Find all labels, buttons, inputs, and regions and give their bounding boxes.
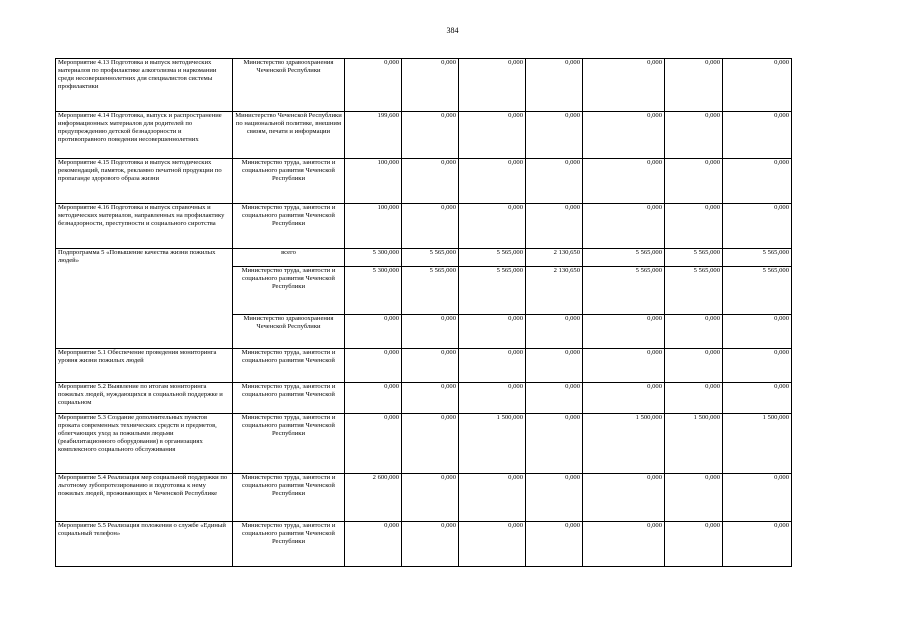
value-cell-text: 0,000 bbox=[774, 522, 789, 529]
value-cell-text: 0,000 bbox=[647, 59, 662, 66]
value-cell-text: 0,000 bbox=[774, 159, 789, 166]
value-cell bbox=[526, 383, 583, 414]
executor-cell-text: Министерство труда, занятости и социального развития Чеченской Республики bbox=[241, 474, 336, 497]
value-cell bbox=[665, 204, 723, 249]
table-row bbox=[56, 59, 792, 112]
value-cell bbox=[459, 414, 526, 474]
value-cell bbox=[723, 414, 792, 474]
value-cell-text: 0,000 bbox=[441, 59, 456, 66]
value-cell-text: 0,000 bbox=[508, 383, 523, 390]
value-cell bbox=[402, 349, 459, 383]
value-cell bbox=[345, 349, 402, 383]
value-cell bbox=[665, 315, 723, 349]
value-cell bbox=[583, 522, 665, 567]
value-cell bbox=[723, 249, 792, 267]
value-cell bbox=[583, 267, 665, 315]
value-cell bbox=[345, 112, 402, 159]
value-cell-text: 0,000 bbox=[705, 59, 720, 66]
value-cell bbox=[583, 204, 665, 249]
value-cell bbox=[459, 204, 526, 249]
value-cell-text: 199,600 bbox=[377, 112, 399, 119]
value-cell bbox=[459, 159, 526, 204]
value-cell bbox=[723, 349, 792, 383]
value-cell-text: 0,000 bbox=[384, 315, 399, 322]
value-cell-text: 0,000 bbox=[705, 522, 720, 529]
executor-cell bbox=[233, 315, 345, 349]
executor-cell-text: Министерство труда, занятости и социального развития Чеченской Республики bbox=[241, 267, 336, 290]
value-cell-text: 0,000 bbox=[441, 522, 456, 529]
executor-cell-text: Министерство труда, занятости и социального развития Чеченской Республики bbox=[241, 414, 336, 437]
value-cell-text: 0,000 bbox=[565, 474, 580, 481]
value-cell bbox=[526, 59, 583, 112]
value-cell-text: 0,000 bbox=[774, 112, 789, 119]
value-cell bbox=[345, 474, 402, 522]
value-cell-text: 1 500,000 bbox=[496, 414, 523, 421]
executor-cell bbox=[233, 349, 345, 383]
value-cell-text: 5 565,000 bbox=[496, 267, 523, 274]
value-cell bbox=[665, 474, 723, 522]
value-cell-text: 0,000 bbox=[565, 112, 580, 119]
value-cell-text: 0,000 bbox=[441, 474, 456, 481]
value-cell-text: 0,000 bbox=[508, 474, 523, 481]
value-cell bbox=[583, 159, 665, 204]
value-cell bbox=[583, 474, 665, 522]
value-cell-text: 1 500,000 bbox=[693, 414, 720, 421]
value-cell bbox=[345, 522, 402, 567]
value-cell-text: 0,000 bbox=[565, 522, 580, 529]
value-cell bbox=[345, 204, 402, 249]
value-cell-text: 100,000 bbox=[377, 204, 399, 211]
table-row bbox=[56, 249, 792, 267]
executor-cell bbox=[233, 112, 345, 159]
activity-cell-text: Мероприятие 4.15 Подготовка и выпуск методических рекомендаций, памяток, рекламно печатной продукции по пропаганде здорового образа жизни bbox=[58, 159, 222, 182]
value-cell-text: 5 565,000 bbox=[762, 267, 789, 274]
value-cell bbox=[723, 522, 792, 567]
value-cell-text: 0,000 bbox=[774, 315, 789, 322]
value-cell bbox=[665, 349, 723, 383]
value-cell-text: 0,000 bbox=[441, 204, 456, 211]
table-row bbox=[56, 414, 792, 474]
activity-cell bbox=[56, 522, 233, 567]
activity-cell bbox=[56, 249, 233, 349]
executor-cell bbox=[233, 522, 345, 567]
value-cell bbox=[583, 249, 665, 267]
activity-cell bbox=[56, 112, 233, 159]
executor-cell-text: Министерство труда, занятости и социального развития Чеченской Республики bbox=[241, 522, 336, 545]
value-cell bbox=[526, 204, 583, 249]
value-cell bbox=[526, 112, 583, 159]
value-cell bbox=[526, 159, 583, 204]
value-cell bbox=[402, 315, 459, 349]
activity-cell-text: Мероприятие 5.5 Реализация положения о службе «Единый социальный телефон» bbox=[58, 522, 226, 537]
value-cell bbox=[665, 522, 723, 567]
value-cell bbox=[723, 159, 792, 204]
value-cell-text: 0,000 bbox=[774, 59, 789, 66]
value-cell-text: 0,000 bbox=[441, 112, 456, 119]
value-cell bbox=[723, 383, 792, 414]
value-cell-text: 5 565,000 bbox=[429, 267, 456, 274]
value-cell bbox=[402, 59, 459, 112]
value-cell bbox=[345, 315, 402, 349]
value-cell bbox=[526, 474, 583, 522]
table-row bbox=[56, 204, 792, 249]
value-cell-text: 0,000 bbox=[705, 204, 720, 211]
activity-cell bbox=[56, 349, 233, 383]
value-cell bbox=[723, 474, 792, 522]
value-cell-text: 0,000 bbox=[705, 383, 720, 390]
value-cell bbox=[402, 159, 459, 204]
value-cell bbox=[723, 315, 792, 349]
value-cell-text: 5 565,000 bbox=[496, 249, 523, 256]
activity-cell-text: Мероприятие 5.4 Реализация мер социальной поддержки по льготному зубопротезированию и подготовка к нему пожилых людей, проживающих в Чеченской Республике bbox=[58, 474, 228, 497]
value-cell bbox=[459, 267, 526, 315]
value-cell-text: 5 565,000 bbox=[693, 249, 720, 256]
value-cell-text: 0,000 bbox=[774, 474, 789, 481]
table-row bbox=[56, 159, 792, 204]
value-cell bbox=[526, 315, 583, 349]
value-cell-text: 0,000 bbox=[441, 315, 456, 322]
value-cell-text: 5 300,000 bbox=[372, 267, 399, 274]
value-cell-text: 0,000 bbox=[705, 159, 720, 166]
executor-cell-text: всего bbox=[281, 249, 296, 256]
value-cell bbox=[402, 249, 459, 267]
value-cell-text: 5 565,000 bbox=[429, 249, 456, 256]
value-cell bbox=[402, 383, 459, 414]
table-row bbox=[56, 383, 792, 414]
table-body bbox=[56, 59, 792, 567]
value-cell-text: 2 130,650 bbox=[553, 267, 580, 274]
value-cell bbox=[583, 383, 665, 414]
value-cell bbox=[345, 249, 402, 267]
value-cell bbox=[526, 249, 583, 267]
value-cell bbox=[665, 59, 723, 112]
value-cell bbox=[583, 349, 665, 383]
activity-cell bbox=[56, 59, 233, 112]
value-cell-text: 1 500,000 bbox=[635, 414, 662, 421]
value-cell-text: 0,000 bbox=[508, 112, 523, 119]
value-cell-text: 0,000 bbox=[565, 204, 580, 211]
value-cell bbox=[345, 59, 402, 112]
value-cell bbox=[345, 414, 402, 474]
value-cell bbox=[526, 267, 583, 315]
executor-cell-text: Министерство здравоохранения Чеченской Республики bbox=[243, 315, 334, 330]
activity-cell bbox=[56, 383, 233, 414]
budget-table bbox=[55, 58, 792, 567]
value-cell-text: 0,000 bbox=[384, 59, 399, 66]
executor-cell bbox=[233, 249, 345, 267]
executor-cell bbox=[233, 474, 345, 522]
executor-cell bbox=[233, 59, 345, 112]
activity-cell bbox=[56, 159, 233, 204]
value-cell bbox=[723, 267, 792, 315]
value-cell bbox=[459, 522, 526, 567]
value-cell bbox=[723, 204, 792, 249]
value-cell-text: 0,000 bbox=[565, 414, 580, 421]
value-cell-text: 0,000 bbox=[508, 315, 523, 322]
value-cell-text: 0,000 bbox=[384, 522, 399, 529]
value-cell-text: 0,000 bbox=[705, 112, 720, 119]
value-cell-text: 0,000 bbox=[441, 349, 456, 356]
value-cell bbox=[723, 112, 792, 159]
value-cell-text: 0,000 bbox=[565, 59, 580, 66]
value-cell bbox=[583, 112, 665, 159]
activity-cell bbox=[56, 204, 233, 249]
value-cell-text: 2 130,650 bbox=[553, 249, 580, 256]
value-cell-text: 0,000 bbox=[647, 522, 662, 529]
value-cell-text: 0,000 bbox=[565, 383, 580, 390]
activity-cell bbox=[56, 474, 233, 522]
value-cell bbox=[583, 414, 665, 474]
value-cell-text: 0,000 bbox=[508, 204, 523, 211]
value-cell bbox=[459, 383, 526, 414]
value-cell bbox=[402, 112, 459, 159]
value-cell bbox=[665, 267, 723, 315]
value-cell-text: 0,000 bbox=[508, 522, 523, 529]
value-cell bbox=[665, 112, 723, 159]
activity-cell bbox=[56, 414, 233, 474]
executor-cell bbox=[233, 267, 345, 315]
table-row bbox=[56, 349, 792, 383]
value-cell bbox=[459, 112, 526, 159]
executor-cell-text: Министерство труда, занятости и социального развития Чеченской Республики bbox=[241, 159, 336, 182]
value-cell-text: 100,000 bbox=[377, 159, 399, 166]
activity-cell-text: Мероприятие 5.3 Создание дополнительных пунктов проката современных технических средств и предметов, облегчающих уход за пожилыми людьми (реабилитационного оборудования) в организациях комплексного социального обслуживания bbox=[58, 414, 217, 453]
value-cell bbox=[665, 414, 723, 474]
value-cell bbox=[723, 59, 792, 112]
table-row bbox=[56, 522, 792, 567]
value-cell bbox=[665, 383, 723, 414]
value-cell bbox=[402, 267, 459, 315]
page-number: 384 bbox=[446, 26, 459, 35]
value-cell-text: 0,000 bbox=[441, 414, 456, 421]
value-cell-text: 0,000 bbox=[565, 315, 580, 322]
value-cell-text: 0,000 bbox=[384, 414, 399, 421]
value-cell-text: 1 500,000 bbox=[762, 414, 789, 421]
value-cell-text: 0,000 bbox=[384, 349, 399, 356]
table-row bbox=[56, 474, 792, 522]
value-cell-text: 0,000 bbox=[705, 349, 720, 356]
executor-cell-text: Министерство труда, занятости и социального развития Чеченской bbox=[241, 383, 336, 398]
value-cell-text: 2 600,000 bbox=[372, 474, 399, 481]
value-cell bbox=[459, 474, 526, 522]
value-cell-text: 5 300,000 bbox=[372, 249, 399, 256]
value-cell-text: 5 565,000 bbox=[635, 249, 662, 256]
value-cell-text: 0,000 bbox=[647, 383, 662, 390]
value-cell bbox=[345, 267, 402, 315]
value-cell-text: 0,000 bbox=[384, 383, 399, 390]
value-cell bbox=[526, 522, 583, 567]
activity-cell-text: Мероприятие 4.14 Подготовка, выпуск и распространение информационных материалов для родителей по предупреждению детской безнадзорности и противоправного поведения несовершеннолетних bbox=[58, 112, 222, 143]
activity-cell-text: Мероприятие 5.1 Обеспечение проведения мониторинга уровня жизни пожилых людей bbox=[58, 349, 217, 364]
executor-cell-text: Министерство здравоохранения Чеченской Республики bbox=[243, 59, 334, 74]
value-cell bbox=[665, 249, 723, 267]
value-cell-text: 0,000 bbox=[705, 315, 720, 322]
activity-cell-text: Мероприятие 4.13 Подготовка и выпуск методических материалов по профилактике алкоголизма и наркомании среди несовершеннолетних для специалистов системы профилактики bbox=[58, 59, 217, 90]
value-cell-text: 0,000 bbox=[774, 383, 789, 390]
value-cell-text: 0,000 bbox=[647, 349, 662, 356]
value-cell bbox=[345, 159, 402, 204]
value-cell-text: 0,000 bbox=[647, 315, 662, 322]
value-cell-text: 0,000 bbox=[774, 204, 789, 211]
value-cell bbox=[459, 315, 526, 349]
value-cell-text: 0,000 bbox=[647, 204, 662, 211]
activity-cell-text: Мероприятие 5.2 Выявление по итогам мониторинга пожилых людей, нуждающихся в социальной поддержке и социальном bbox=[58, 383, 223, 406]
value-cell-text: 0,000 bbox=[441, 383, 456, 390]
value-cell bbox=[459, 59, 526, 112]
table-row bbox=[56, 112, 792, 159]
value-cell bbox=[459, 349, 526, 383]
executor-cell-text: Министерство труда, занятости и социального развития Чеченской bbox=[241, 349, 336, 364]
value-cell-text: 0,000 bbox=[508, 159, 523, 166]
value-cell-text: 5 565,000 bbox=[762, 249, 789, 256]
value-cell bbox=[402, 522, 459, 567]
value-cell-text: 0,000 bbox=[565, 159, 580, 166]
value-cell bbox=[583, 315, 665, 349]
executor-cell-text: Министерство труда, занятости и социального развития Чеченской Республики bbox=[241, 204, 336, 227]
value-cell bbox=[402, 474, 459, 522]
executor-cell bbox=[233, 204, 345, 249]
value-cell-text: 0,000 bbox=[647, 159, 662, 166]
value-cell bbox=[526, 349, 583, 383]
value-cell-text: 5 565,000 bbox=[635, 267, 662, 274]
value-cell bbox=[583, 59, 665, 112]
activity-cell-text: Мероприятие 4.16 Подготовка и выпуск справочных и методических материалов, направленных на профилактику безнадзорности, преступности и социального сиротства bbox=[58, 204, 225, 227]
value-cell-text: 0,000 bbox=[441, 159, 456, 166]
activity-cell-text: Подпрограмма 5 «Повышение качества жизни пожилых людей» bbox=[58, 249, 216, 264]
executor-cell-text: Министерство Чеченской Республики по национальной политике, внешним связям, печати и информации bbox=[235, 112, 342, 135]
executor-cell bbox=[233, 159, 345, 204]
executor-cell bbox=[233, 383, 345, 414]
value-cell bbox=[526, 414, 583, 474]
value-cell bbox=[665, 159, 723, 204]
value-cell-text: 0,000 bbox=[647, 474, 662, 481]
value-cell-text: 0,000 bbox=[508, 349, 523, 356]
value-cell-text: 0,000 bbox=[565, 349, 580, 356]
value-cell-text: 5 565,000 bbox=[693, 267, 720, 274]
value-cell-text: 0,000 bbox=[647, 112, 662, 119]
value-cell bbox=[402, 414, 459, 474]
value-cell-text: 0,000 bbox=[705, 474, 720, 481]
value-cell-text: 0,000 bbox=[508, 59, 523, 66]
executor-cell bbox=[233, 414, 345, 474]
value-cell bbox=[402, 204, 459, 249]
value-cell-text: 0,000 bbox=[774, 349, 789, 356]
value-cell bbox=[459, 249, 526, 267]
value-cell bbox=[345, 383, 402, 414]
